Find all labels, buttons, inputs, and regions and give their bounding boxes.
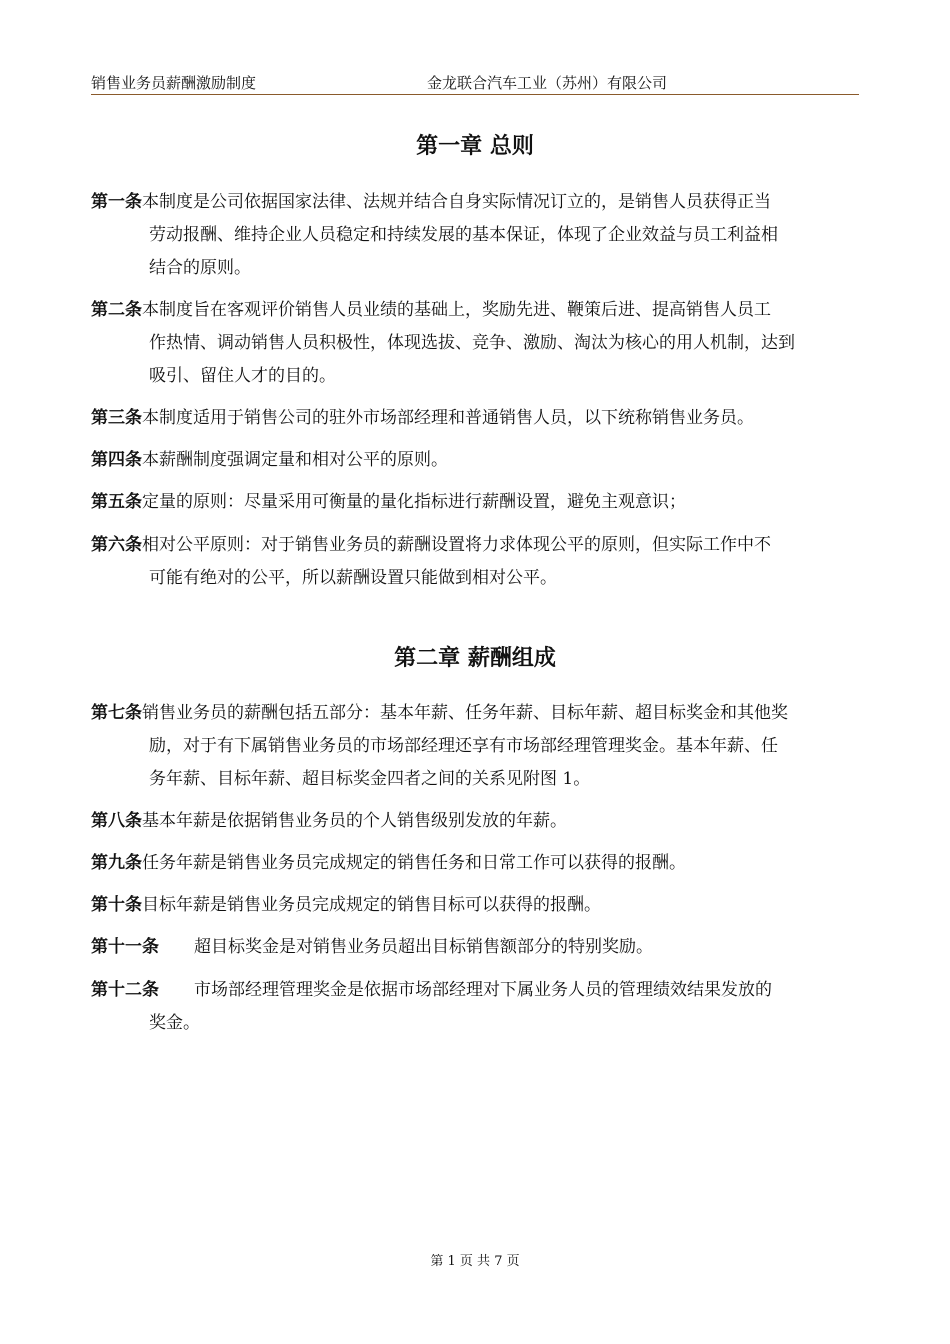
article-label: 第五条 xyxy=(91,492,142,512)
article-line: 奖金。 xyxy=(149,1013,200,1033)
article-text: 相对公平原则：对于销售业务员的薪酬设置将力求体现公平的原则，但实际工作中不 xyxy=(142,535,771,555)
article-text: 市场部经理管理奖金是依据市场部经理对下属业务人员的管理绩效结果发放的 xyxy=(194,980,772,1000)
article-line: 可能有绝对的公平，所以薪酬设置只能做到相对公平。 xyxy=(149,568,557,588)
article-text: 目标年薪是销售业务员完成规定的销售目标可以获得的报酬。 xyxy=(142,895,601,915)
article-text: 本薪酬制度强调定量和相对公平的原则。 xyxy=(142,450,448,470)
article-4 xyxy=(91,444,859,477)
article-2 xyxy=(91,294,859,393)
article-text: 本制度是公司依据国家法律、法规并结合自身实际情况订立的，是销售人员获得正当 xyxy=(142,192,771,212)
article-label: 第三条 xyxy=(91,408,142,428)
chapter-2-title: 第二章 薪酬组成 xyxy=(394,645,556,671)
article-line xyxy=(91,529,859,562)
article-7 xyxy=(91,697,859,796)
article-9 xyxy=(91,847,859,880)
article-line xyxy=(91,931,859,964)
article-10 xyxy=(91,889,859,922)
page-number: 第 1 页 共 7 页 xyxy=(430,1254,520,1269)
article-text: 定量的原则：尽量采用可衡量的量化指标进行薪酬设置，避免主观意识； xyxy=(142,492,686,512)
article-text: 本制度适用于销售公司的驻外市场部经理和普通销售人员，以下统称销售业务员。 xyxy=(142,408,754,428)
article-label: 第九条 xyxy=(91,853,142,873)
article-line xyxy=(91,889,859,922)
article-6 xyxy=(91,529,859,595)
article-3 xyxy=(91,402,859,435)
article-line: 吸引、留住人才的目的。 xyxy=(149,366,336,386)
article-label: 第八条 xyxy=(91,811,142,831)
article-line: 劳动报酬、维持企业人员稳定和持续发展的基本保证，体现了企业效益与员工利益相 xyxy=(149,225,778,245)
article-label: 第四条 xyxy=(91,450,142,470)
article-label: 第十一条 xyxy=(91,937,159,957)
article-text: 基本年薪是依据销售业务员的个人销售级别发放的年薪。 xyxy=(142,811,567,831)
article-line: 作热情、调动销售人员积极性，体现选拔、竞争、激励、淘汰为核心的用人机制，达到 xyxy=(149,333,795,353)
article-label: 第一条 xyxy=(91,192,142,212)
article-11 xyxy=(91,931,859,964)
article-5 xyxy=(91,486,859,519)
header-document-title: 销售业务员薪酬激励制度 xyxy=(91,74,257,92)
page-header xyxy=(91,72,859,95)
header-company-name: 金龙联合汽车工业（苏州）有限公司 xyxy=(427,74,668,92)
article-line xyxy=(91,805,859,838)
article-label: 第六条 xyxy=(91,535,142,555)
article-line: 结合的原则。 xyxy=(149,258,251,278)
article-text: 任务年薪是销售业务员完成规定的销售任务和日常工作可以获得的报酬。 xyxy=(142,853,686,873)
article-line xyxy=(91,402,859,435)
article-line: 务年薪、目标年薪、超目标奖金四者之间的关系见附图 1。 xyxy=(149,769,591,789)
article-text: 本制度旨在客观评价销售人员业绩的基础上，奖励先进、鞭策后进、提高销售人员工 xyxy=(142,300,771,320)
article-text: 超目标奖金是对销售业务员超出目标销售额部分的特别奖励。 xyxy=(194,937,653,957)
article-line: 励，对于有下属销售业务员的市场部经理还享有市场部经理管理奖金。基本年薪、任 xyxy=(149,736,778,756)
article-label: 第十二条 xyxy=(91,980,159,1000)
article-line xyxy=(91,186,859,219)
article-line xyxy=(91,974,859,1007)
article-label: 第二条 xyxy=(91,300,142,320)
article-line xyxy=(91,444,859,477)
article-line xyxy=(91,847,859,880)
article-1 xyxy=(91,186,859,285)
article-label: 第七条 xyxy=(91,703,142,723)
article-12 xyxy=(91,974,859,1040)
chapter-1-title: 第一章 总则 xyxy=(416,133,534,159)
article-line xyxy=(91,294,859,327)
article-text: 销售业务员的薪酬包括五部分：基本年薪、任务年薪、目标年薪、超目标奖金和其他奖 xyxy=(142,703,788,723)
article-line xyxy=(91,486,859,519)
article-line xyxy=(91,697,859,730)
article-label: 第十条 xyxy=(91,895,142,915)
article-8 xyxy=(91,805,859,838)
